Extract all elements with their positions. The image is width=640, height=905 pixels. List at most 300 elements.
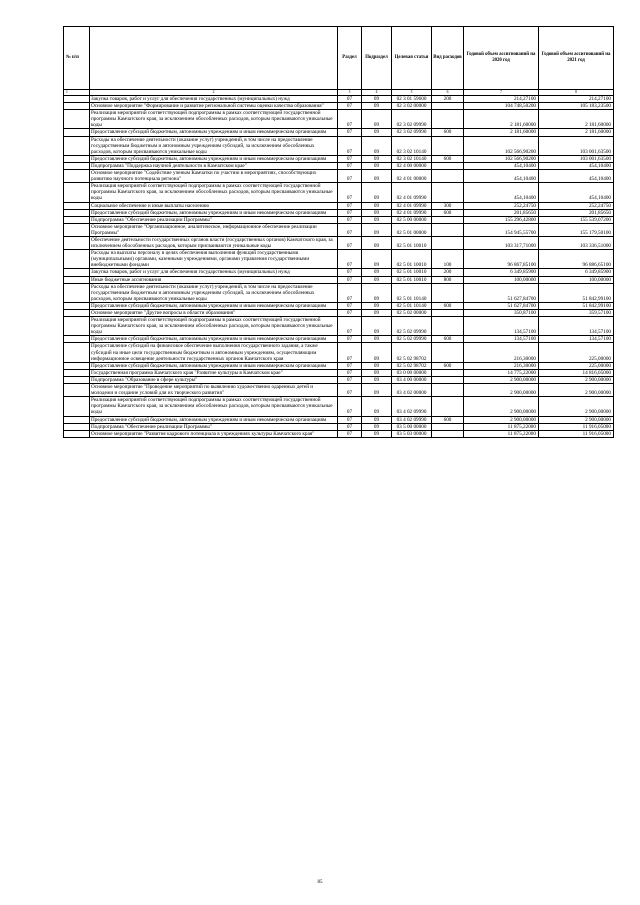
row-number-cell bbox=[64, 223, 90, 236]
row-value-2021-cell: 103 001,63500 bbox=[539, 155, 614, 162]
row-podrazdel-cell: 09 bbox=[362, 183, 392, 202]
column-number: 7 bbox=[464, 90, 539, 96]
row-value-2020-cell: 2 900,00000 bbox=[464, 376, 539, 383]
row-target-article-cell: 02 5 02 09990 bbox=[392, 336, 432, 343]
row-name-cell: Подпрограмма "Обеспечение реализации Программы" bbox=[90, 216, 338, 223]
row-expense-type-cell bbox=[432, 369, 464, 376]
row-expense-type-cell: 600 bbox=[432, 302, 464, 309]
row-name-cell: Подпрограмма "Поддержка научной деятельности в Камчатском крае" bbox=[90, 162, 338, 169]
row-razdel-cell: 07 bbox=[338, 170, 362, 183]
row-number-cell bbox=[64, 283, 90, 302]
page-number: 85 bbox=[317, 880, 323, 885]
row-expense-type-cell bbox=[432, 343, 464, 362]
row-target-article-cell: 03 4 02 09990 bbox=[392, 416, 432, 423]
row-podrazdel-cell: 09 bbox=[362, 397, 392, 416]
row-podrazdel-cell: 09 bbox=[362, 96, 392, 103]
row-number-cell bbox=[64, 269, 90, 276]
row-razdel-cell: 07 bbox=[338, 376, 362, 383]
row-name-cell: Предоставление субсидий бюджетным, автономным учреждениям и иным некоммерческим организациям bbox=[90, 416, 338, 423]
row-number-cell bbox=[64, 416, 90, 423]
row-razdel-cell: 07 bbox=[338, 384, 362, 397]
row-expense-type-cell: 100 bbox=[432, 250, 464, 269]
row-razdel-cell: 07 bbox=[338, 96, 362, 103]
table-body bbox=[64, 96, 614, 438]
row-expense-type-cell bbox=[432, 430, 464, 437]
row-value-2021-cell: 155 179,50100 bbox=[539, 223, 614, 236]
row-name-cell: Основное мероприятие "Развитие кадрового потенциала в учреждениях культуры Камчатского края" bbox=[90, 430, 338, 437]
column-number: 4 bbox=[362, 90, 392, 96]
row-razdel-cell: 07 bbox=[338, 310, 362, 317]
row-podrazdel-cell: 09 bbox=[362, 317, 392, 336]
row-number-cell bbox=[64, 369, 90, 376]
row-expense-type-cell: 600 bbox=[432, 416, 464, 423]
row-value-2021-cell: 454,10400 bbox=[539, 183, 614, 202]
row-number-cell bbox=[64, 129, 90, 136]
table-row bbox=[64, 202, 614, 209]
row-razdel-cell: 07 bbox=[338, 302, 362, 309]
table-row bbox=[64, 397, 614, 416]
header-target-article: Целевая статья bbox=[392, 27, 432, 90]
table-row bbox=[64, 223, 614, 236]
row-target-article-cell: 02 4 01 09990 bbox=[392, 202, 432, 209]
table-row bbox=[64, 209, 614, 216]
row-target-article-cell: 02 5 01 10140 bbox=[392, 302, 432, 309]
row-name-cell: Предоставление субсидий бюджетным, автономным учреждениям и иным некоммерческим организациям bbox=[90, 362, 338, 369]
row-podrazdel-cell: 09 bbox=[362, 430, 392, 437]
row-value-2020-cell: 11 875,22000 bbox=[464, 423, 539, 430]
row-target-article-cell: 02 3 01 59600 bbox=[392, 96, 432, 103]
row-value-2020-cell: 2 900,00000 bbox=[464, 397, 539, 416]
row-value-2021-cell: 155 539,07200 bbox=[539, 216, 614, 223]
table-row bbox=[64, 376, 614, 383]
header-podrazdel: Подраздел bbox=[362, 27, 392, 90]
row-target-article-cell: 02 3 02 10140 bbox=[392, 136, 432, 155]
row-value-2021-cell: 51 842,99100 bbox=[539, 283, 614, 302]
row-name-cell: Расходы на обеспечение деятельности (оказание услуг) учреждений, в том числе на предоставление государственным бюджетным и автономным учреждениям субсидий, за исключением обособленных расходов, которым присваиваются уникальные коды bbox=[90, 283, 338, 302]
table-row bbox=[64, 170, 614, 183]
row-expense-type-cell bbox=[432, 376, 464, 383]
row-name-cell: Закупка товаров, работ и услуг для обеспечения государственных (муниципальных) нужд bbox=[90, 269, 338, 276]
table-row bbox=[64, 430, 614, 437]
row-target-article-cell: 02 3 02 10140 bbox=[392, 155, 432, 162]
row-podrazdel-cell: 09 bbox=[362, 302, 392, 309]
row-target-article-cell: 02 5 01 10010 bbox=[392, 236, 432, 249]
row-name-cell: Предоставление субсидий бюджетным, автономным учреждениям и иным некоммерческим организациям bbox=[90, 209, 338, 216]
row-value-2020-cell: 454,10400 bbox=[464, 162, 539, 169]
row-expense-type-cell bbox=[432, 162, 464, 169]
table-row bbox=[64, 96, 614, 103]
header-razdel: Раздел bbox=[338, 27, 362, 90]
row-razdel-cell: 07 bbox=[338, 369, 362, 376]
row-value-2020-cell: 134,57100 bbox=[464, 336, 539, 343]
table-row bbox=[64, 369, 614, 376]
row-name-cell: Государственная программа Камчатского края "Развитие культуры в Камчатском крае" bbox=[90, 369, 338, 376]
row-value-2020-cell: 6 349,85900 bbox=[464, 269, 539, 276]
row-expense-type-cell bbox=[432, 310, 464, 317]
row-name-cell: Иные бюджетные ассигнования bbox=[90, 276, 338, 283]
header-year-2021: Годовой объем ассигнований на 2021 год bbox=[539, 27, 614, 90]
row-name-cell: Основное мероприятие "Другие вопросы в области образования" bbox=[90, 310, 338, 317]
header-year-2020: Годовой объем ассигнований на 2020 год bbox=[464, 27, 539, 90]
row-expense-type-cell bbox=[432, 317, 464, 336]
row-podrazdel-cell: 09 bbox=[362, 310, 392, 317]
row-podrazdel-cell: 09 bbox=[362, 216, 392, 223]
row-podrazdel-cell: 09 bbox=[362, 376, 392, 383]
row-razdel-cell: 07 bbox=[338, 216, 362, 223]
row-expense-type-cell bbox=[432, 216, 464, 223]
row-value-2021-cell: 96 886,65100 bbox=[539, 250, 614, 269]
row-value-2020-cell: 104 748,50200 bbox=[464, 103, 539, 110]
row-value-2020-cell: 454,10400 bbox=[464, 170, 539, 183]
table-row bbox=[64, 103, 614, 110]
row-name-cell: Предоставление субсидий бюджетным, автономным учреждениям и иным некоммерческим организациям bbox=[90, 336, 338, 343]
row-target-article-cell: 02 3 02 09990 bbox=[392, 129, 432, 136]
table-row bbox=[64, 236, 614, 249]
row-number-cell bbox=[64, 317, 90, 336]
row-target-article-cell: 03 5 00 00000 bbox=[392, 423, 432, 430]
row-razdel-cell: 07 bbox=[338, 276, 362, 283]
column-number: 3 bbox=[338, 90, 362, 96]
row-podrazdel-cell: 09 bbox=[362, 110, 392, 129]
row-razdel-cell: 07 bbox=[338, 136, 362, 155]
table-row bbox=[64, 317, 614, 336]
table-row bbox=[64, 250, 614, 269]
row-value-2021-cell: 454,10400 bbox=[539, 162, 614, 169]
row-razdel-cell: 07 bbox=[338, 110, 362, 129]
row-value-2020-cell: 2 900,00000 bbox=[464, 416, 539, 423]
row-value-2020-cell: 51 627,84700 bbox=[464, 302, 539, 309]
row-expense-type-cell bbox=[432, 170, 464, 183]
row-target-article-cell: 02 5 01 10010 bbox=[392, 269, 432, 276]
row-name-cell: Реализация мероприятий соответствующей подпрограммы в рамках соответствующей государственной программы Камчатского края, за исключением обособленных расходов, которым присваиваются уникальные коды bbox=[90, 183, 338, 202]
row-expense-type-cell bbox=[432, 183, 464, 202]
table-row bbox=[64, 216, 614, 223]
row-number-cell bbox=[64, 183, 90, 202]
row-number-cell bbox=[64, 376, 90, 383]
header-name bbox=[90, 27, 338, 90]
row-razdel-cell: 07 bbox=[338, 129, 362, 136]
row-podrazdel-cell: 09 bbox=[362, 250, 392, 269]
table-row bbox=[64, 276, 614, 283]
row-value-2020-cell: 11 875,22000 bbox=[464, 430, 539, 437]
row-name-cell: Социальное обеспечение и иные выплаты населению bbox=[90, 202, 338, 209]
row-podrazdel-cell: 09 bbox=[362, 170, 392, 183]
row-razdel-cell: 07 bbox=[338, 423, 362, 430]
row-target-article-cell: 02 5 02 00000 bbox=[392, 310, 432, 317]
row-value-2021-cell: 201,85650 bbox=[539, 209, 614, 216]
row-target-article-cell: 02 5 01 10010 bbox=[392, 276, 432, 283]
row-target-article-cell: 03 4 02 09990 bbox=[392, 397, 432, 416]
row-value-2020-cell: 201,85650 bbox=[464, 209, 539, 216]
row-razdel-cell: 07 bbox=[338, 202, 362, 209]
row-value-2021-cell: 6 349,85900 bbox=[539, 269, 614, 276]
row-number-cell bbox=[64, 103, 90, 110]
row-expense-type-cell: 600 bbox=[432, 155, 464, 162]
row-podrazdel-cell: 09 bbox=[362, 423, 392, 430]
row-value-2020-cell: 96 867,85100 bbox=[464, 250, 539, 269]
row-expense-type-cell: 800 bbox=[432, 276, 464, 283]
row-value-2021-cell: 2 900,00000 bbox=[539, 384, 614, 397]
table-row bbox=[64, 110, 614, 129]
row-value-2021-cell: 134,57100 bbox=[539, 336, 614, 343]
row-value-2020-cell: 214,27100 bbox=[464, 96, 539, 103]
row-value-2021-cell: 2 900,00000 bbox=[539, 416, 614, 423]
row-expense-type-cell: 600 bbox=[432, 362, 464, 369]
row-razdel-cell: 07 bbox=[338, 183, 362, 202]
row-target-article-cell: 02 5 02 98702 bbox=[392, 343, 432, 362]
row-podrazdel-cell: 09 bbox=[362, 129, 392, 136]
row-target-article-cell: 03 5 03 00000 bbox=[392, 430, 432, 437]
row-expense-type-cell bbox=[432, 110, 464, 129]
row-target-article-cell: 02 4 01 09990 bbox=[392, 209, 432, 216]
row-target-article-cell: 02 5 01 00000 bbox=[392, 223, 432, 236]
table-row bbox=[64, 336, 614, 343]
row-value-2021-cell: 454,10400 bbox=[539, 170, 614, 183]
table-row bbox=[64, 183, 614, 202]
row-podrazdel-cell: 09 bbox=[362, 362, 392, 369]
row-name-cell: Основное мероприятие "Содействие ученым Камчатки по участию в мероприятиях, способствующих развитию научного потенциала региона" bbox=[90, 170, 338, 183]
row-number-cell bbox=[64, 343, 90, 362]
row-razdel-cell: 07 bbox=[338, 397, 362, 416]
row-target-article-cell: 03 4 02 00000 bbox=[392, 384, 432, 397]
row-podrazdel-cell: 09 bbox=[362, 162, 392, 169]
row-value-2021-cell: 252,24750 bbox=[539, 202, 614, 209]
row-number-cell bbox=[64, 397, 90, 416]
column-number: 1 bbox=[64, 90, 90, 96]
table-row bbox=[64, 162, 614, 169]
row-number-cell bbox=[64, 310, 90, 317]
row-value-2020-cell: 14 775,22000 bbox=[464, 369, 539, 376]
row-name-cell: Предоставление субсидий бюджетным, автономным учреждениям и иным некоммерческим организациям bbox=[90, 129, 338, 136]
row-podrazdel-cell: 09 bbox=[362, 369, 392, 376]
row-name-cell: Основное мероприятие "Проведение мероприятий по выявлению художественно одаренных детей и молодежи и создание условий для их творческого развития" bbox=[90, 384, 338, 397]
row-value-2021-cell: 2 181,60000 bbox=[539, 129, 614, 136]
row-target-article-cell: 03 4 00 00000 bbox=[392, 376, 432, 383]
row-expense-type-cell: 200 bbox=[432, 96, 464, 103]
row-value-2021-cell: 2 900,00000 bbox=[539, 397, 614, 416]
row-value-2020-cell: 2 181,60000 bbox=[464, 110, 539, 129]
row-value-2021-cell: 105 183,23500 bbox=[539, 103, 614, 110]
row-value-2021-cell: 2 900,00000 bbox=[539, 376, 614, 383]
table-row bbox=[64, 384, 614, 397]
row-name-cell: Обеспечение деятельности государственных органов власти (государственных органов) Камчатского края, за исключением обособленных расходов, которым присваиваются уникальные коды bbox=[90, 236, 338, 249]
row-target-article-cell: 02 5 02 09990 bbox=[392, 317, 432, 336]
row-expense-type-cell bbox=[432, 136, 464, 155]
row-expense-type-cell bbox=[432, 423, 464, 430]
row-value-2020-cell: 102 566,90200 bbox=[464, 136, 539, 155]
row-name-cell: Предоставление субсидий бюджетным, автономным учреждениям и иным некоммерческим организациям bbox=[90, 302, 338, 309]
row-razdel-cell: 07 bbox=[338, 283, 362, 302]
column-number: 8 bbox=[539, 90, 614, 96]
row-target-article-cell: 02 5 00 00000 bbox=[392, 216, 432, 223]
row-podrazdel-cell: 09 bbox=[362, 209, 392, 216]
row-number-cell bbox=[64, 216, 90, 223]
row-podrazdel-cell: 09 bbox=[362, 384, 392, 397]
table-row bbox=[64, 362, 614, 369]
row-value-2020-cell: 155 296,42800 bbox=[464, 216, 539, 223]
row-expense-type-cell bbox=[432, 283, 464, 302]
row-name-cell: Расходы на обеспечение деятельности (оказание услуг) учреждений, в том числе на предоставление государственным бюджетным и автономным учреждениям субсидий, за исключением обособленных расходов, которым присваиваются уникальные коды bbox=[90, 136, 338, 155]
row-expense-type-cell: 600 bbox=[432, 209, 464, 216]
row-name-cell: Реализация мероприятий соответствующей подпрограммы в рамках соответствующей государственной программы Камчатского края, за исключением обособленных расходов, которым присваиваются уникальные коды bbox=[90, 317, 338, 336]
row-number-cell bbox=[64, 430, 90, 437]
table-row bbox=[64, 136, 614, 155]
row-number-cell bbox=[64, 155, 90, 162]
table-row bbox=[64, 283, 614, 302]
row-target-article-cell: 02 3 02 00000 bbox=[392, 103, 432, 110]
row-expense-type-cell bbox=[432, 384, 464, 397]
row-name-cell: Реализация мероприятий соответствующей подпрограммы в рамках соответствующей государственной программы Камчатского края, за исключением обособленных расходов, которым присваиваются уникальные коды bbox=[90, 397, 338, 416]
row-expense-type-cell: 300 bbox=[432, 202, 464, 209]
row-razdel-cell: 07 bbox=[338, 103, 362, 110]
table-row bbox=[64, 423, 614, 430]
header-num: № п/п bbox=[64, 27, 90, 90]
row-podrazdel-cell: 09 bbox=[362, 202, 392, 209]
table-row bbox=[64, 129, 614, 136]
row-value-2021-cell: 100,00000 bbox=[539, 276, 614, 283]
row-expense-type-cell bbox=[432, 223, 464, 236]
row-expense-type-cell bbox=[432, 103, 464, 110]
row-podrazdel-cell: 09 bbox=[362, 336, 392, 343]
row-number-cell bbox=[64, 170, 90, 183]
row-value-2021-cell: 2 181,60000 bbox=[539, 110, 614, 129]
row-number-cell bbox=[64, 362, 90, 369]
budget-allocation-table bbox=[63, 26, 614, 438]
row-razdel-cell: 07 bbox=[338, 430, 362, 437]
row-name-cell: Подпрограмма "Обеспечение реализации Программы" bbox=[90, 423, 338, 430]
row-number-cell bbox=[64, 202, 90, 209]
budget-table-page bbox=[63, 26, 613, 438]
row-value-2020-cell: 454,10400 bbox=[464, 183, 539, 202]
row-podrazdel-cell: 09 bbox=[362, 416, 392, 423]
row-name-cell: Расходы на выплаты персоналу в целях обеспечения выполнения функций государственными (муниципальными) органами, казенными учреждениями, органами управления государственными внебюджетными фондами bbox=[90, 250, 338, 269]
row-value-2020-cell: 216,30000 bbox=[464, 362, 539, 369]
row-value-2020-cell: 2 900,00000 bbox=[464, 384, 539, 397]
row-name-cell: Основное мероприятие "Формирование и развитие региональной системы оценки качества образования" bbox=[90, 103, 338, 110]
row-number-cell bbox=[64, 423, 90, 430]
row-value-2020-cell: 51 627,84700 bbox=[464, 283, 539, 302]
row-value-2021-cell: 103 001,63500 bbox=[539, 136, 614, 155]
row-name-cell: Предоставление субсидий бюджетным, автономным учреждениям и иным некоммерческим организациям bbox=[90, 155, 338, 162]
row-name-cell: Предоставление субсидий на финансовое обеспечение выполнения государственного задания, а также субсидий на иные цели государственным бюджетным и автономным учреждениям, осуществляющим информационное освещение деятельности государственных органов Камчатского края bbox=[90, 343, 338, 362]
row-target-article-cell: 02 3 02 09990 bbox=[392, 110, 432, 129]
row-podrazdel-cell: 09 bbox=[362, 269, 392, 276]
row-name-cell: Закупка товаров, работ и услуг для обеспечения государственных (муниципальных) нужд bbox=[90, 96, 338, 103]
row-podrazdel-cell: 09 bbox=[362, 155, 392, 162]
table-header-row bbox=[64, 27, 614, 90]
row-value-2020-cell: 103 317,71000 bbox=[464, 236, 539, 249]
row-razdel-cell: 07 bbox=[338, 317, 362, 336]
row-razdel-cell: 07 bbox=[338, 250, 362, 269]
row-value-2021-cell: 359,57100 bbox=[539, 310, 614, 317]
row-value-2021-cell: 14 816,05000 bbox=[539, 369, 614, 376]
column-number: 5 bbox=[392, 90, 432, 96]
table-row bbox=[64, 302, 614, 309]
row-number-cell bbox=[64, 336, 90, 343]
row-number-cell bbox=[64, 276, 90, 283]
table-row bbox=[64, 416, 614, 423]
row-value-2021-cell: 51 842,99100 bbox=[539, 302, 614, 309]
row-podrazdel-cell: 09 bbox=[362, 236, 392, 249]
row-razdel-cell: 07 bbox=[338, 236, 362, 249]
row-value-2021-cell: 225,00000 bbox=[539, 362, 614, 369]
row-name-cell: Основное мероприятие "Организационное, аналитическое, информационное обеспечение реализации Программы" bbox=[90, 223, 338, 236]
row-razdel-cell: 07 bbox=[338, 209, 362, 216]
row-podrazdel-cell: 09 bbox=[362, 103, 392, 110]
row-target-article-cell: 03 0 00 00000 bbox=[392, 369, 432, 376]
row-expense-type-cell bbox=[432, 236, 464, 249]
table-row bbox=[64, 155, 614, 162]
row-razdel-cell: 07 bbox=[338, 162, 362, 169]
header-expense-type: Вид расходов bbox=[432, 27, 464, 90]
row-value-2020-cell: 216,30000 bbox=[464, 343, 539, 362]
row-value-2020-cell: 100,00000 bbox=[464, 276, 539, 283]
row-target-article-cell: 02 4 01 09990 bbox=[392, 183, 432, 202]
row-value-2021-cell: 11 916,05000 bbox=[539, 430, 614, 437]
row-value-2021-cell: 214,27100 bbox=[539, 96, 614, 103]
row-value-2021-cell: 11 916,05000 bbox=[539, 423, 614, 430]
row-target-article-cell: 02 4 01 00000 bbox=[392, 170, 432, 183]
row-podrazdel-cell: 09 bbox=[362, 136, 392, 155]
row-number-cell bbox=[64, 302, 90, 309]
row-razdel-cell: 07 bbox=[338, 362, 362, 369]
row-razdel-cell: 07 bbox=[338, 155, 362, 162]
row-target-article-cell: 02 4 00 00000 bbox=[392, 162, 432, 169]
row-podrazdel-cell: 09 bbox=[362, 343, 392, 362]
row-value-2021-cell: 103 336,51000 bbox=[539, 236, 614, 249]
row-podrazdel-cell: 09 bbox=[362, 276, 392, 283]
row-value-2020-cell: 102 566,90200 bbox=[464, 155, 539, 162]
row-number-cell bbox=[64, 110, 90, 129]
row-number-cell bbox=[64, 384, 90, 397]
row-value-2020-cell: 154 945,55700 bbox=[464, 223, 539, 236]
row-target-article-cell: 02 5 02 98702 bbox=[392, 362, 432, 369]
row-value-2021-cell: 134,57100 bbox=[539, 317, 614, 336]
row-value-2021-cell: 225,00000 bbox=[539, 343, 614, 362]
row-expense-type-cell: 600 bbox=[432, 129, 464, 136]
row-value-2020-cell: 2 181,60000 bbox=[464, 129, 539, 136]
row-name-cell: Подпрограмма "Образование в сфере культуры" bbox=[90, 376, 338, 383]
table-row bbox=[64, 269, 614, 276]
row-podrazdel-cell: 09 bbox=[362, 223, 392, 236]
row-podrazdel-cell: 09 bbox=[362, 283, 392, 302]
row-number-cell bbox=[64, 162, 90, 169]
row-razdel-cell: 07 bbox=[338, 269, 362, 276]
table-row bbox=[64, 343, 614, 362]
row-number-cell bbox=[64, 236, 90, 249]
row-razdel-cell: 07 bbox=[338, 336, 362, 343]
row-value-2020-cell: 252,24750 bbox=[464, 202, 539, 209]
row-number-cell bbox=[64, 250, 90, 269]
row-expense-type-cell: 600 bbox=[432, 336, 464, 343]
row-target-article-cell: 02 5 01 10140 bbox=[392, 283, 432, 302]
row-value-2020-cell: 134,57100 bbox=[464, 317, 539, 336]
row-value-2020-cell: 350,87100 bbox=[464, 310, 539, 317]
row-razdel-cell: 07 bbox=[338, 223, 362, 236]
row-target-article-cell: 02 5 01 10010 bbox=[392, 250, 432, 269]
row-razdel-cell: 07 bbox=[338, 343, 362, 362]
row-expense-type-cell: 200 bbox=[432, 269, 464, 276]
row-expense-type-cell bbox=[432, 397, 464, 416]
row-number-cell bbox=[64, 136, 90, 155]
row-razdel-cell: 07 bbox=[338, 416, 362, 423]
column-number: 6 bbox=[432, 90, 464, 96]
row-number-cell bbox=[64, 209, 90, 216]
row-name-cell: Реализация мероприятий соответствующей подпрограммы в рамках соответствующей государственной программы Камчатского края, за исключением обособленных расходов, которым присваиваются уникальные коды bbox=[90, 110, 338, 129]
column-number: 2 bbox=[90, 90, 338, 96]
row-number-cell bbox=[64, 96, 90, 103]
table-row bbox=[64, 310, 614, 317]
